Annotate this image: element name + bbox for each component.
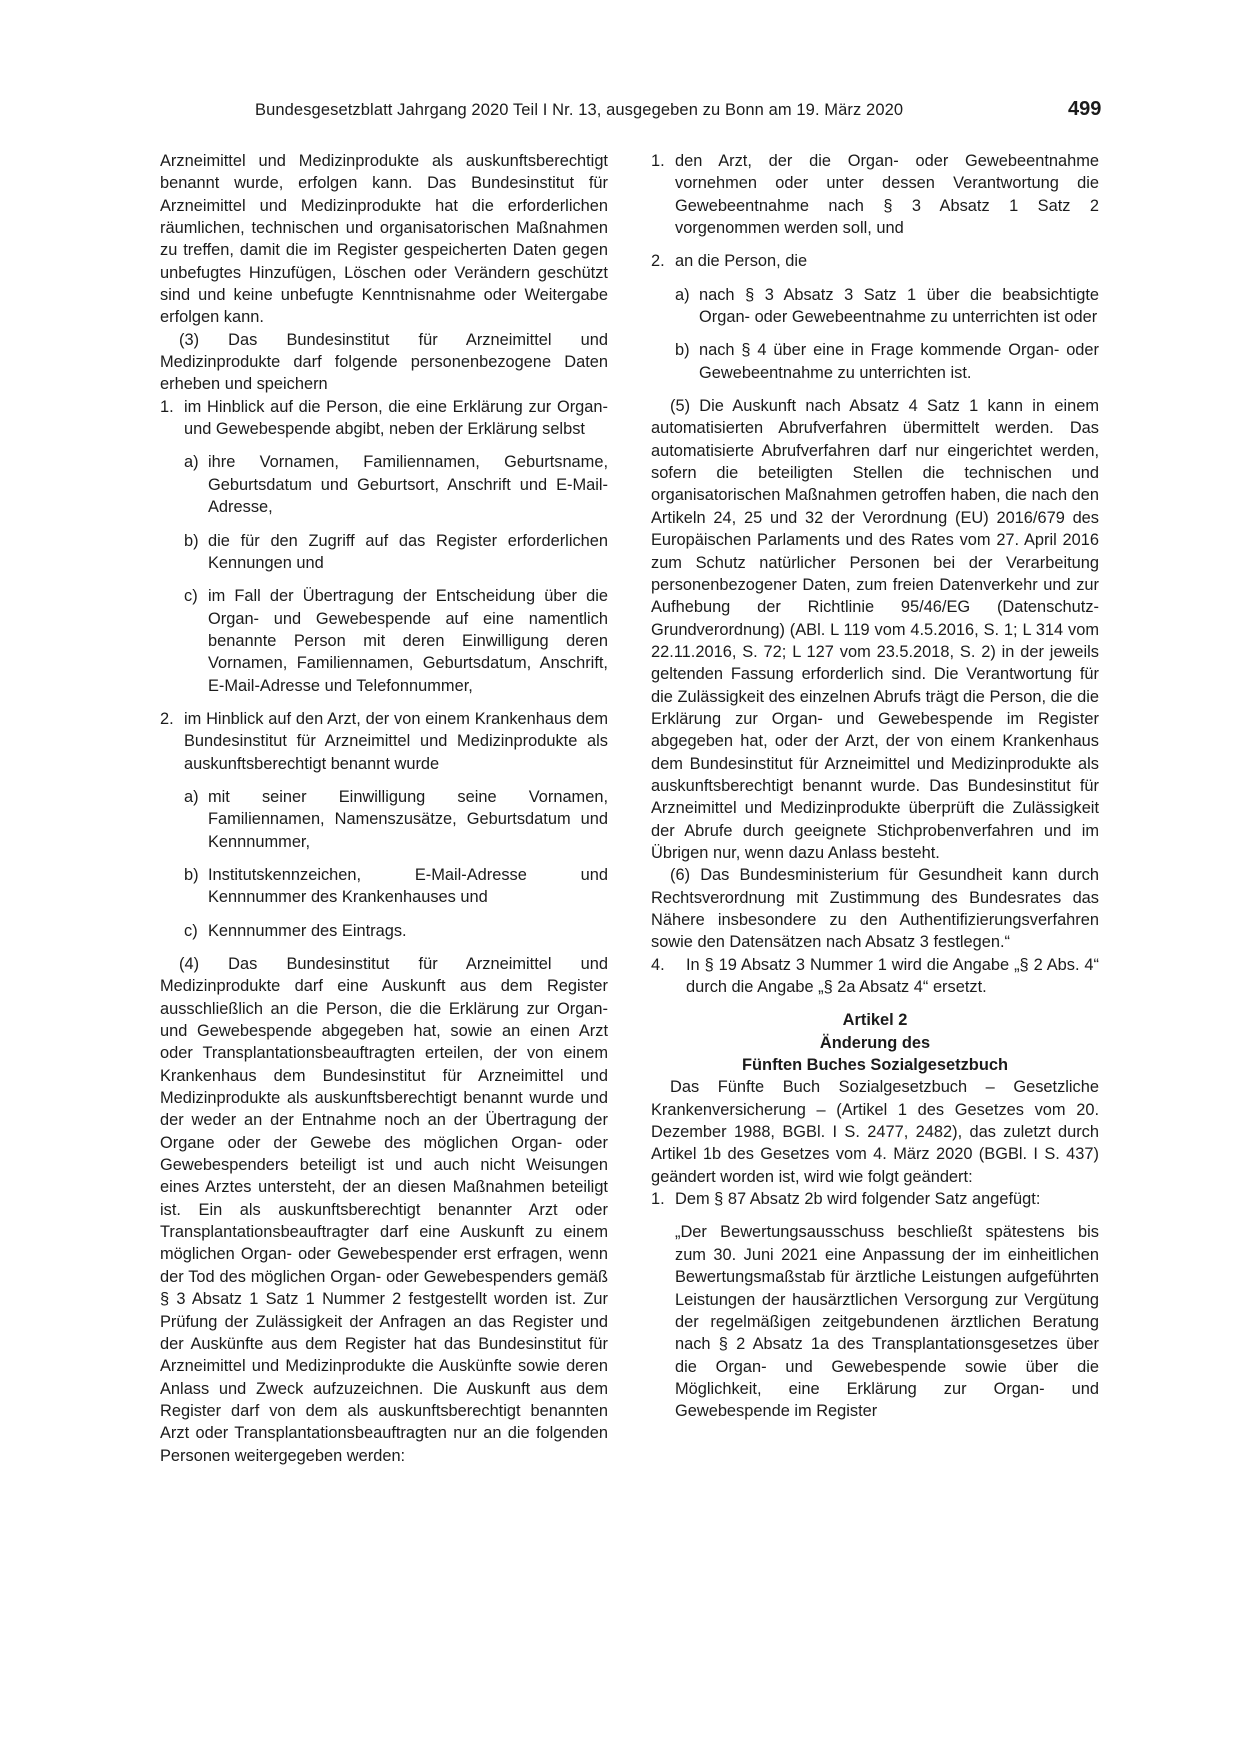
sub-letter: c) [184,587,198,606]
list-item-1 [160,396,608,441]
sub-letter: a) [675,285,690,304]
article-subtitle-line-1: Änderung des [819,1033,931,1052]
article-subtitle-line-2: Fünften Buches Sozialgesetzbuch [742,1056,1008,1075]
sub-item-text: die für den Zugriff auf das Register erforderlichen Kennungen und [208,531,608,572]
sub-item-1a [160,451,608,518]
sub-item-text: mit seiner Einwilligung seine Vornamen, Familiennamen, Namenszusätze, Geburtsdatum und Kennnummer, [208,787,608,851]
list-item-text: In § 19 Absatz 3 Nummer 1 wird die Angabe „§ 2 Abs. 4“ durch die Angabe „§ 2a Absatz 4“ ersetzt. [686,955,1099,997]
left-column [160,150,608,1467]
list-number: 1. [651,1190,665,1209]
page-number: 499 [1068,98,1102,120]
list-item-text: Dem § 87 Absatz 2b wird folgender Satz angefügt: [675,1190,1041,1209]
sub-letter: b) [675,341,690,360]
sub-item-text: im Fall der Übertragung der Entscheidung über die Organ- und Gewebespende auf eine namentlich benannte Person mit deren Einwilligung deren Vornamen, Familiennamen, Geburtsdatum, Anschrift, E-Mail-Adresse und Telefonnummer, [208,587,608,695]
running-title: Bundesgesetzblatt Jahrgang 2020 Teil I Nr. 13, ausgegeben zu Bonn am 19. März 2020 [255,101,904,119]
sub-letter: b) [184,865,199,884]
sub-item-text: nach § 3 Absatz 3 Satz 1 über die beabsichtigte Organ- oder Gewebeentnahme zu unterrichten ist oder [699,285,1099,327]
list-number: 1. [651,152,665,170]
list-item-2 [160,708,608,775]
paragraph-continuation: Arzneimittel und Medizinprodukte als auskunftsberechtigt benannt wurde, erfolgen kann. Das Bundesinstitut für Arzneimittel und Medizinprodukte hat die erforderlichen räumlichen, technischen und organisatorischen Maßnahmen zu treffen, damit die im Register gespeicherten Daten gegen unbefugtes Hinzufügen, Löschen oder Verändern geschützt sind und keine unbefugte Kenntnisnahme oder Weitergabe erfolgen kann. [160,152,608,327]
list-item-r1 [651,150,1099,239]
paragraph-4: (4) Das Bundesinstitut für Arzneimittel und Medizinprodukte darf eine Auskunft aus dem Register ausschließlich an die Person, die die Erklärung zur Organ- und Gewebespende abgegeben hat, sowie an einen Arzt oder Transplantationsbeauftragten erteilen, der von einem Krankenhaus dem Bundesinstitut für Arzneimittel und Medizinprodukte als auskunftsberechtigt benannt wurde und der weder an der Entnahme noch an der Übertragung der Organe oder der Gewebe des möglichen Organ- oder Gewebespenders beteiligt ist und auch nicht Weisungen eines Arztes untersteht, der an diesen Maßnahmen beteiligt ist. Ein als auskunftsberechtigt benannter Arzt oder Transplantationsbeauftragter darf eine Auskunft zu einem möglichen Organ- oder Gewebespender erst erfragen, wenn der Tod des möglichen Organ- oder Gewebespenders gemäß § 3 Absatz 1 Satz 1 Nummer 2 festgestellt worden ist. Zur Prüfung der Zulässigkeit der Anfragen an das Register und der Auskünfte aus dem Register hat das Bundesinstitut für Arzneimittel und Medizinprodukte die Auskünfte sowie deren Anlass und Zweck aufzuzeichnen. Die Auskunft aus dem Register darf von dem als auskunftsberechtigt benannten Arzt oder Transplantationsbeauftragten nur an die folgenden Personen weitergegeben werden: [160,955,608,1465]
sub-letter: c) [184,921,198,940]
sub-item-text: Institutskennzeichen, E-Mail-Adresse und Kennnummer des Krankenhauses und [208,865,608,907]
sub-item-2a [160,786,608,853]
list-item-text: im Hinblick auf die Person, die eine Erklärung zur Organ- und Gewebespende abgibt, neben der Erklärung selbst [184,397,608,439]
sub-item-r2b [651,339,1099,384]
list-item-text: im Hinblick auf den Arzt, der von einem Krankenhaus dem Bundesinstitut für Arzneimittel und Medizinprodukte als auskunftsberechtigt benannt wurde [184,709,608,773]
page-header [0,0,1241,140]
sub-item-text: ihre Vornamen, Familiennamen, Geburtsname, Geburtsdatum und Geburtsort, Anschrift und E-Mail-Adresse, [208,453,608,517]
quoted-amendment: „Der Bewertungsausschuss beschließt spätestens bis zum 30. Juni 2021 eine Anpassung der im einheitlichen Bewertungsmaßstab für ärztliche Leistungen aufgeführten Leistungen der hausärztlichen Versorgung zur Vergütung der regelmäßigen zeitgebundenen ärztlichen Beratung nach § 2 Absatz 1a des Transplantationsgesetzes über die Organ- und Gewebespende sowie über die Möglichkeit, eine Erklärung zur Organ- und Gewebespende im Register [675,1223,1099,1421]
paragraph-6: (6) Das Bundesministerium für Gesundheit kann durch Rechtsverordnung mit Zustimmung des Bundesrates das Nähere insbesondere zu den Authentifizierungsverfahren sowie den Datensätzen nach Absatz 3 festlegen.“ [651,866,1099,952]
article-title: Artikel 2 [842,1011,908,1030]
list-number: 1. [160,397,174,416]
sub-item-2b [160,864,608,909]
list-item-s1 [651,1188,1099,1210]
right-column [651,150,1099,1423]
list-item-text: an die Person, die [675,252,808,271]
list-item-r2 [651,250,1099,272]
article-intro: Das Fünfte Buch Sozialgesetzbuch – Gesetzliche Krankenversicherung – (Artikel 1 des Gesetzes vom 20. Dezember 1988, BGBl. I S. 2477, 2482), das zuletzt durch Artikel 1b des Gesetzes vom 4. März 2020 (BGBl. I S. 437) geändert worden ist, wird wie folgt geändert: [651,1078,1099,1186]
list-item-text: den Arzt, der die Organ- oder Gewebeentnahme vornehmen oder unter dessen Verantwortung die Gewebeentnahme nach § 3 Absatz 1 Satz 2 vorgenommen werden soll, und [675,152,1099,238]
sub-item-2c [160,920,608,942]
list-number: 4. [651,955,665,974]
list-number: 2. [651,252,665,271]
sub-item-text: Kennnummer des Eintrags. [208,921,407,940]
list-item-4 [651,954,1099,999]
sub-item-r2a [651,284,1099,329]
sub-letter: b) [184,531,199,550]
sub-item-1b [160,530,608,575]
sub-letter: a) [184,453,199,472]
sub-item-text: nach § 4 über eine in Frage kommende Organ- oder Gewebeentnahme zu unterrichten ist. [699,341,1099,382]
paragraph-5: (5) Die Auskunft nach Absatz 4 Satz 1 kann in einem automatisierten Abrufverfahren übermittelt werden. Das automatisierte Abrufverfahren darf nur eingerichtet werden, sofern die beteiligten Stellen die technischen und organisatorischen Maßnahmen getroffen haben, die nach den Artikeln 24, 25 und 32 der Verordnung (EU) 2016/679 des Europäischen Parlaments und des Rates vom 27. April 2016 zum Schutz natürlicher Personen bei der Verarbeitung personenbezogener Daten, zum freien Datenverkehr und zur Aufhebung der Richtlinie 95/46/EG (Datenschutz-Grundverordnung) (ABl. L 119 vom 4.5.2016, S. 1; L 314 vom 22.11.2016, S. 72; L 127 vom 23.5.2018, S. 2) in der jeweils geltenden Fassung erforderlich sind. Die Verantwortung für die Zulässigkeit des einzelnen Abrufs trägt die Person, die die Erklärung zur Organ- und Gewebespende im Register abgegeben hat, oder der Arzt, der von einem Krankenhaus dem Bundesinstitut für Arzneimittel und Medizinprodukte als auskunftsberechtigt benannt wurde. Das Bundesinstitut für Arzneimittel und Medizinprodukte überprüft die Zulässigkeit der Abrufe durch geeignete Stichprobenverfahren und im Übrigen nur, wenn dazu Anlass besteht. [651,397,1100,862]
sub-item-1c [160,585,608,697]
sub-letter: a) [184,787,199,806]
paragraph-3: (3) Das Bundesinstitut für Arzneimittel und Medizinprodukte darf folgende personenbezogene Daten erheben und speichern [160,330,608,394]
list-number: 2. [160,709,174,728]
